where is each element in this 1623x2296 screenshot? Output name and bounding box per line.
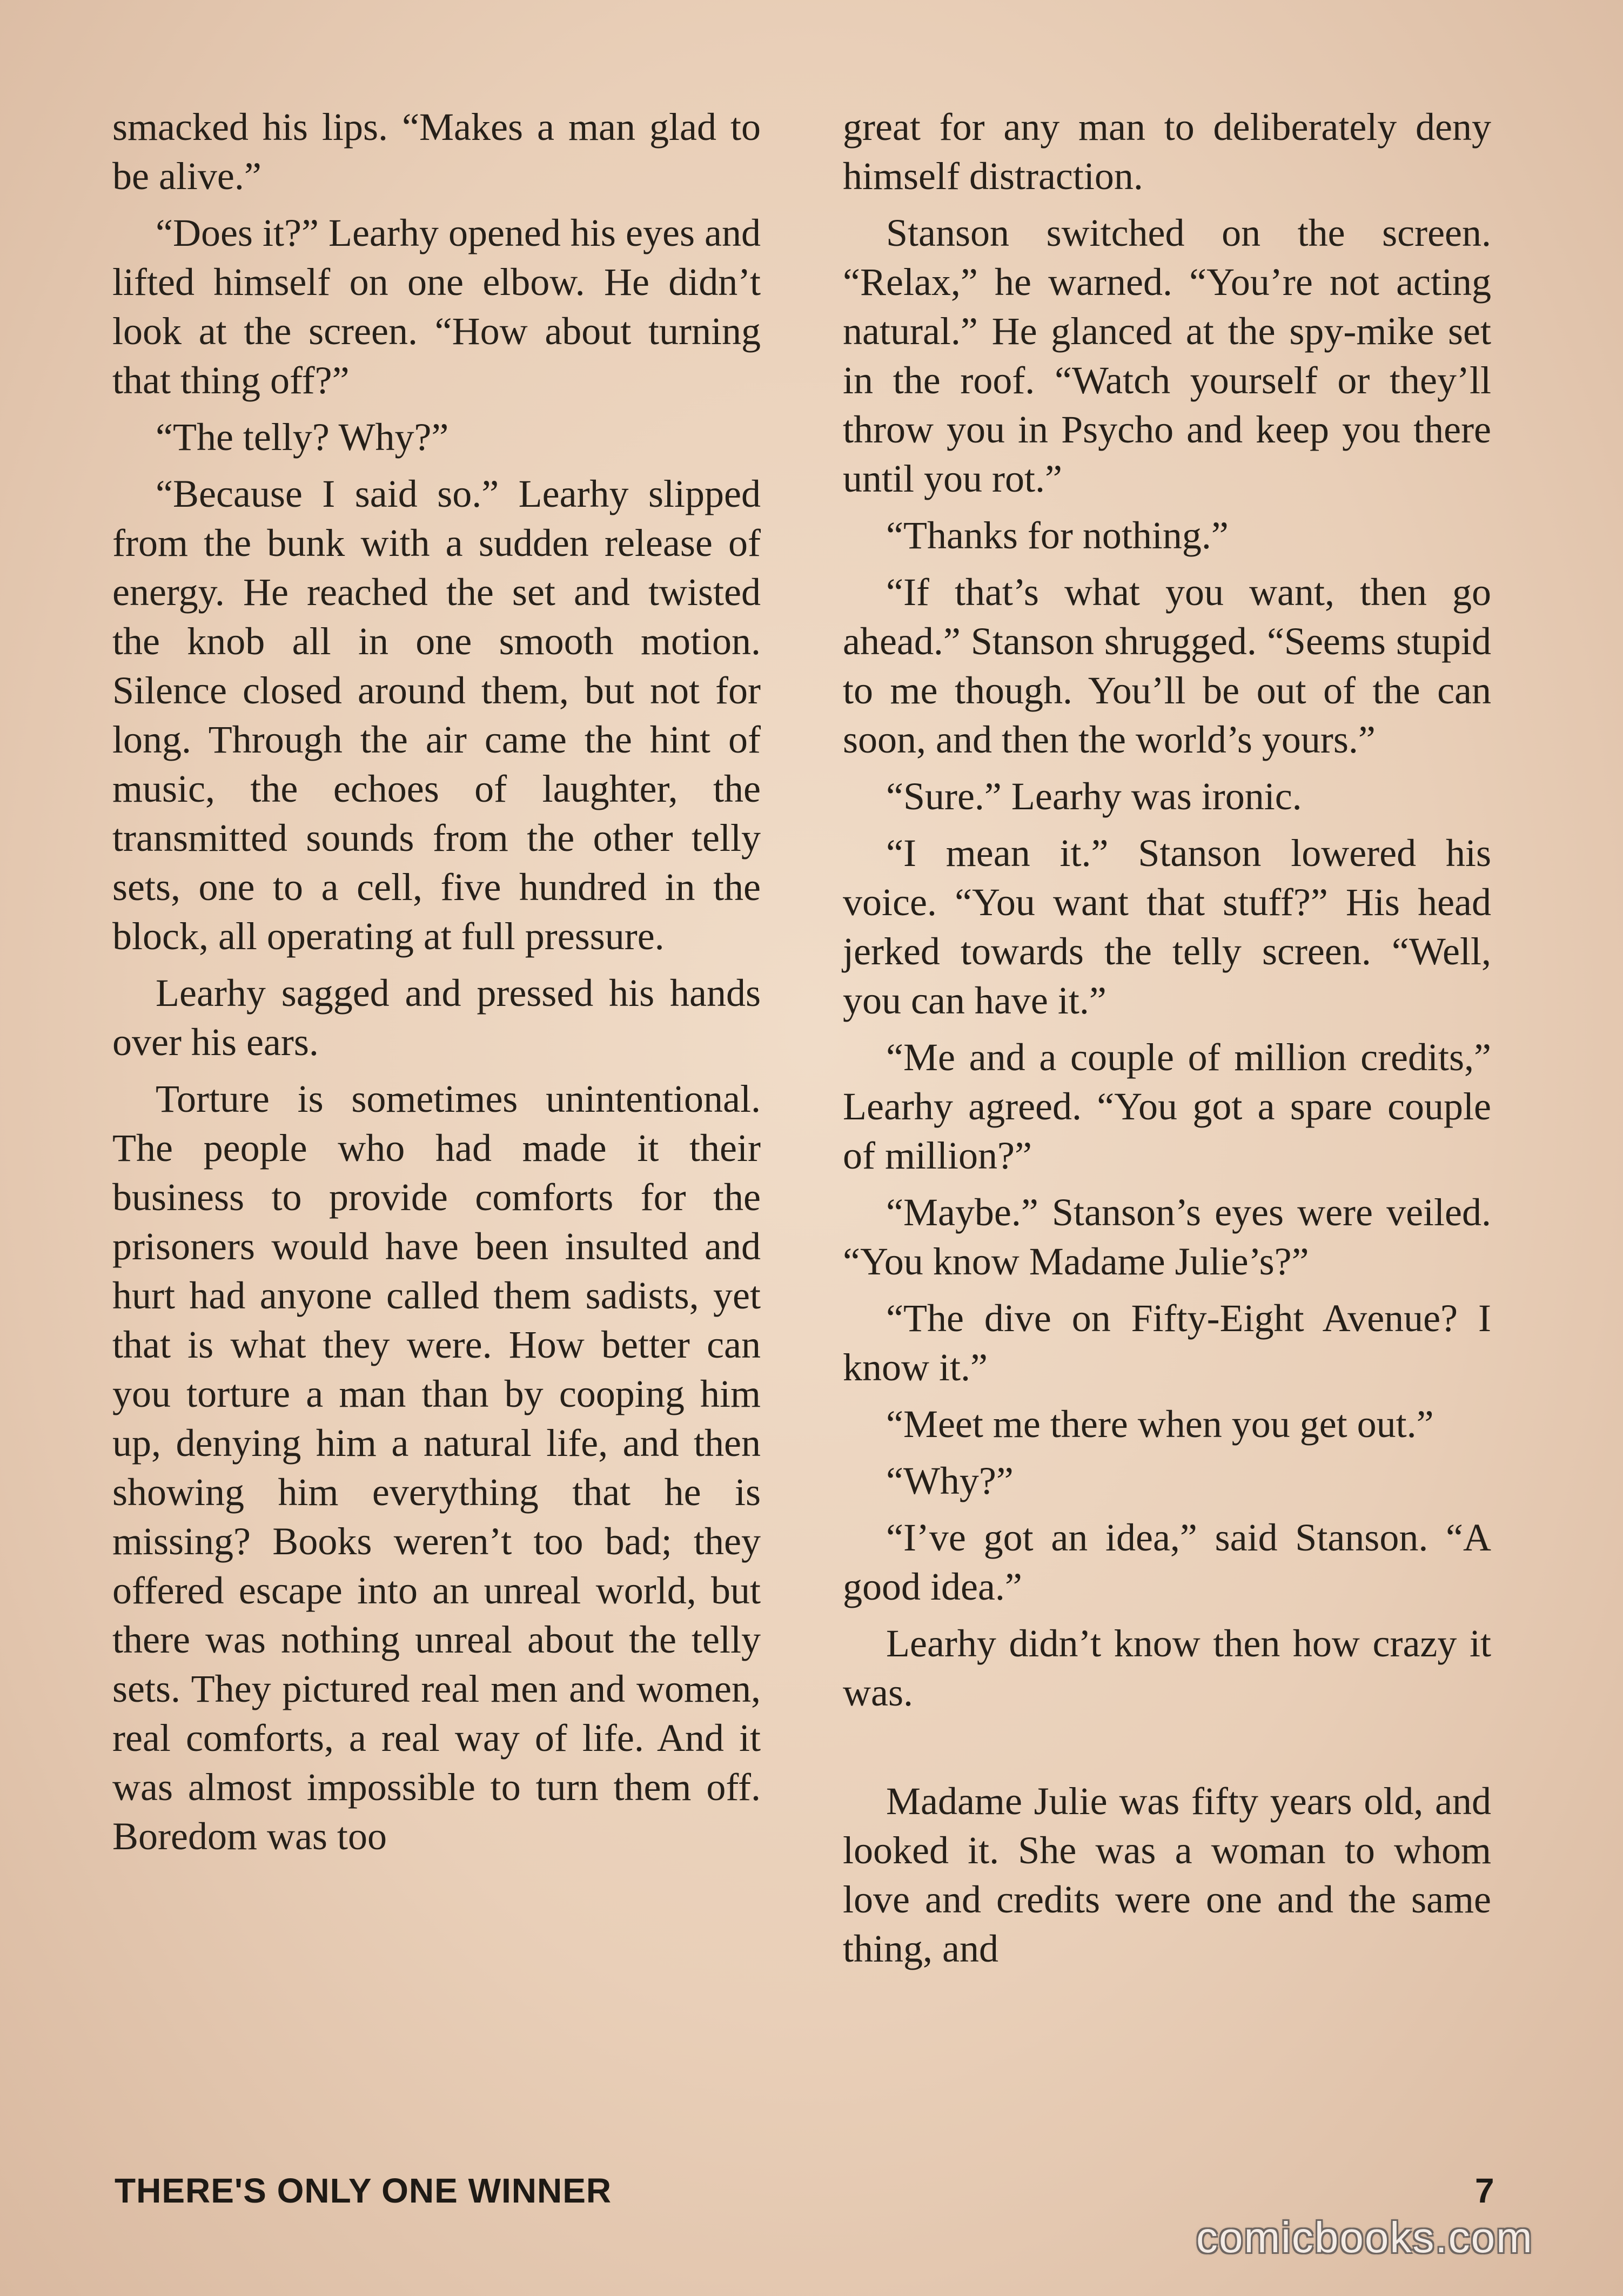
watermark: comicbooks.com (1196, 2213, 1533, 2261)
left-text-column (112, 103, 761, 1869)
paragraph: “The telly? Why?” (156, 415, 449, 459)
paragraph: “Because I said so.” Learhy slipped from the bunk with a sudden release of energy. He reached the set and twisted the knob all in one smooth motion. Silence closed around them, but not for long. Through the air came the hint of music, the echoes of laughter, the transmitted sounds from the other telly sets, one to a cell, five hundred in the block, all operating at full pressure. (112, 472, 761, 958)
paragraph: “If that’s what you want, then go ahead.” Stanson shrugged. “Seems stupid to me though. You’ll be out of the can soon, and then the world’s yours.” (843, 570, 1491, 761)
running-footer-title: THERE'S ONLY ONE WINNER (115, 2171, 612, 2210)
paragraph: smacked his lips. “Makes a man glad to be alive.” (112, 105, 761, 198)
paragraph: “I’ve got an idea,” said Stanson. “A good idea.” (843, 1516, 1491, 1608)
paragraph: Stanson switched on the screen. “Relax,” he warned. “You’re not acting natural.” He glanced at the spy-mike set in the roof. “Watch yourself or they’ll throw you in Psycho and keep you there until you rot.” (843, 211, 1491, 500)
paragraph: Madame Julie was fifty years old, and looked it. She was a woman to whom love and credits were one and the same thing, and (843, 1780, 1491, 1970)
paragraph: “Sure.” Learhy was ironic. (886, 775, 1302, 818)
paragraph: great for any man to deliberately deny himself distraction. (843, 105, 1491, 198)
paragraph: “Thanks for nothing.” (886, 514, 1229, 557)
paragraph: “Meet me there when you get out.” (886, 1402, 1434, 1446)
paragraph: “I mean it.” Stanson lowered his voice. “You want that stuff?” His head jerked towards the telly screen. “Well, you can have it.” (843, 831, 1491, 1022)
paragraph: “Me and a couple of million credits,” Learhy agreed. “You got a spare couple of million?” (843, 1036, 1491, 1177)
paragraph: Learhy sagged and pressed his hands over his ears. (112, 971, 761, 1064)
paragraph: Torture is sometimes unintentional. The people who had made it their business to provide comforts for the prisoners would have been insulted and hurt had anyone called them sadists, yet that is what they were. How better can you torture a man than by cooping him up, denying him a natural life, and then showing him everything that he is missing? Books weren’t too bad; they offered escape into an unreal world, but there was nothing unreal about the telly sets. They pictured real men and women, real comforts, a real way of life. And it was almost impossible to turn them off. Boredom was too (112, 1077, 761, 1858)
paragraph: “Why?” (886, 1459, 1014, 1502)
paragraph: “Does it?” Learhy opened his eyes and lifted himself on one elbow. He didn’t look at the screen. “How about turning that thing off?” (112, 211, 761, 402)
right-text-column (843, 103, 1491, 1981)
paragraph: Learhy didn’t know then how crazy it was. (843, 1622, 1491, 1714)
paragraph: “The dive on Fifty-Eight Avenue? I know it.” (843, 1297, 1491, 1389)
page-number: 7 (1475, 2171, 1494, 2210)
paragraph: “Maybe.” Stanson’s eyes were veiled. “You know Madame Julie’s?” (843, 1191, 1491, 1283)
